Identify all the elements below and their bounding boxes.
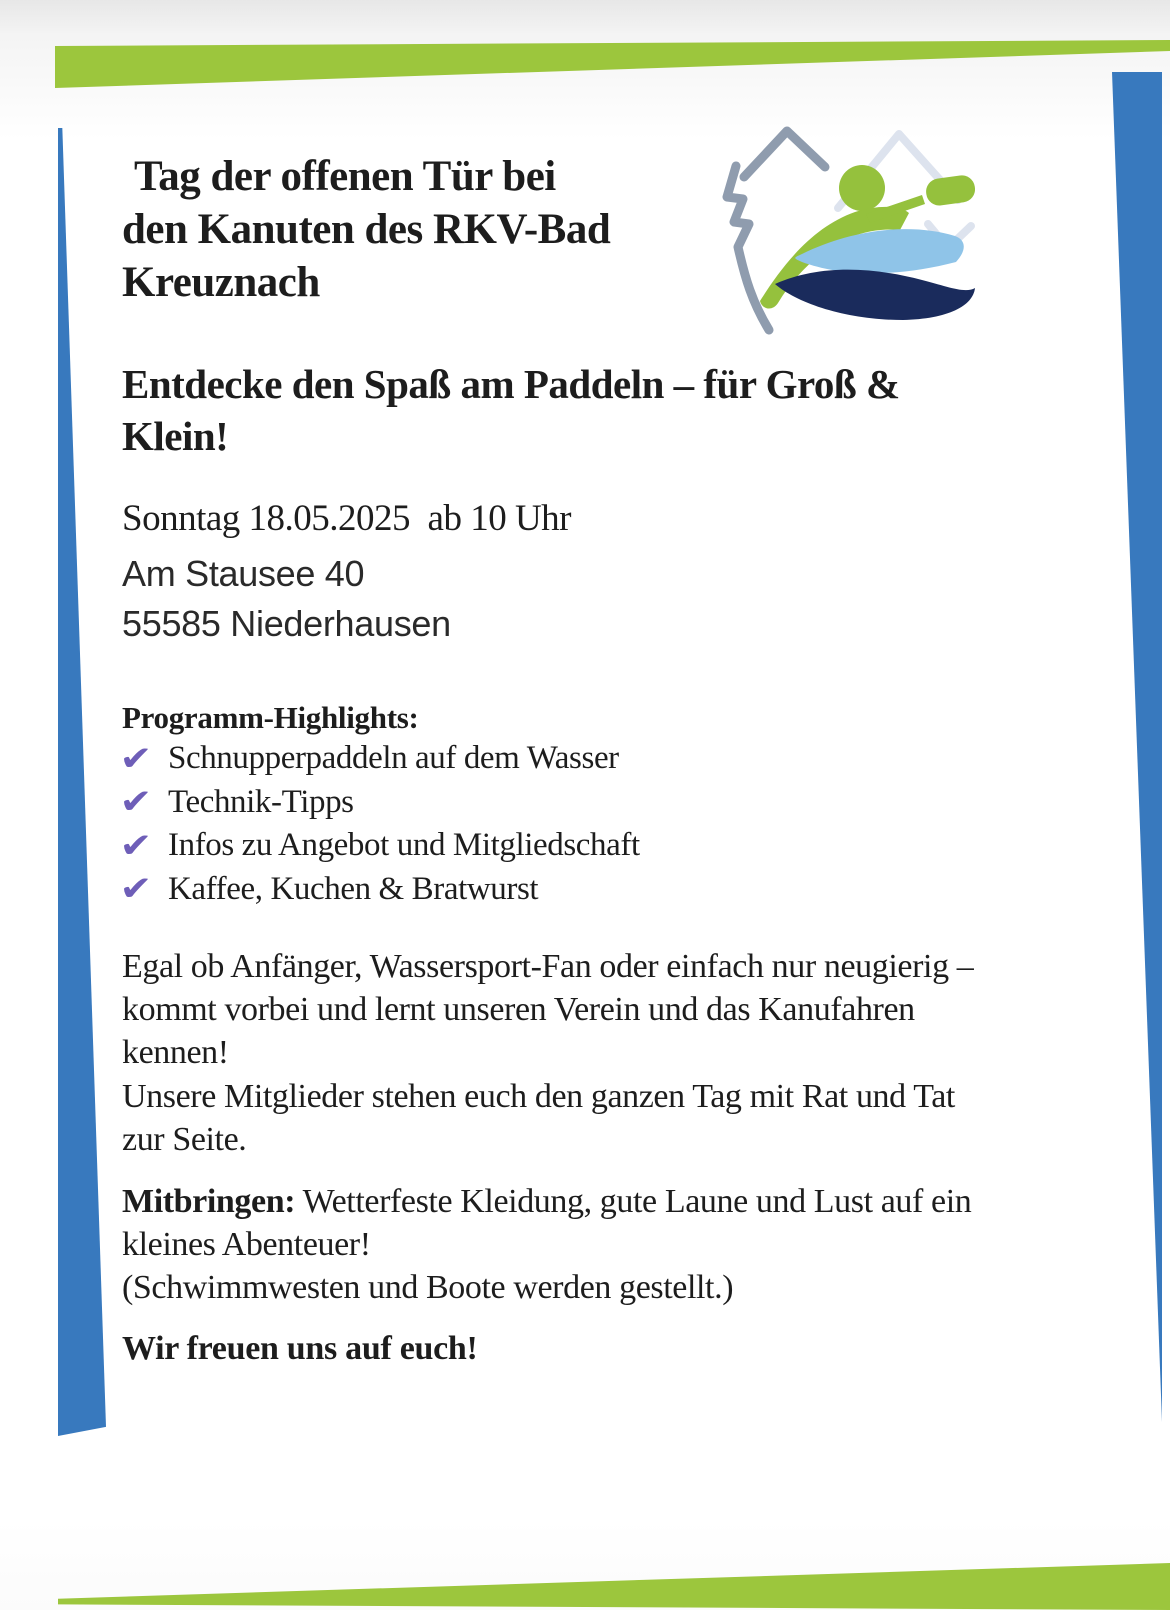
list-item-label: Kaffee, Kuchen & Bratwurst — [168, 870, 539, 907]
bottom-green-band — [58, 1563, 1170, 1610]
right-blue-bar — [1112, 72, 1162, 1422]
check-icon: ✔ — [119, 825, 153, 866]
intro-line: zur Seite. — [122, 1120, 247, 1158]
list-item-label: Technik-Tipps — [168, 783, 354, 820]
list-item — [119, 824, 640, 868]
list-item-label: Schnupperpaddeln auf dem Wasser — [168, 740, 619, 777]
intro-line: Egal ob Anfänger, Wassersport-Fan oder einfach nur neugierig – — [122, 948, 974, 985]
check-icon: ✔ — [119, 782, 153, 823]
check-icon: ✔ — [119, 738, 153, 779]
intro-line: kommt vorbei und lernt unseren Verein und das Kanufahren — [122, 991, 915, 1029]
highlights-list — [119, 737, 640, 911]
navy-wave — [775, 270, 975, 320]
check-icon: ✔ — [119, 869, 153, 910]
bring-paragraph — [122, 1180, 971, 1310]
closing-line: Wir freuen uns auf euch! — [122, 1330, 478, 1367]
paddle-blade — [924, 174, 975, 208]
bring-line: kleines Abenteuer! — [122, 1226, 371, 1264]
title-line: Tag der offenen Tür bei — [134, 153, 556, 200]
bring-text: Wetterfeste Kleidung, gute Laune und Lust auf ein — [295, 1183, 972, 1220]
bring-line: (Schwimmwesten und Boote werden gestellt.) — [122, 1269, 734, 1307]
event-date: Sonntag 18.05.2025 ab 10 Uhr — [122, 498, 571, 539]
intro-line: Unsere Mitglieder stehen euch den ganzen Tag mit Rat und Tat — [122, 1077, 955, 1115]
intro-line: kennen! — [122, 1034, 229, 1072]
list-item — [119, 781, 640, 825]
bring-label: Mitbringen: — [122, 1183, 296, 1220]
subtitle-line: Klein! — [122, 413, 229, 459]
subtitle — [122, 358, 900, 462]
rkv-kanu-club-logo — [690, 106, 975, 338]
highlights-heading: Programm-Highlights: — [122, 700, 419, 735]
list-item — [119, 868, 640, 912]
list-item — [119, 737, 640, 781]
left-blue-bar — [58, 128, 106, 1436]
title-line: Kreuznach — [122, 259, 320, 306]
list-item-label: Infos zu Angebot und Mitgliedschaft — [168, 827, 640, 864]
page-title — [122, 150, 610, 309]
top-green-band — [55, 40, 1170, 90]
title-line: den Kanuten des RKV-Bad — [122, 206, 611, 253]
intro-paragraph — [122, 945, 973, 1161]
address-city: 55585 Niederhausen — [122, 603, 451, 644]
bring-line — [122, 1180, 971, 1223]
address-street: Am Stausee 40 — [122, 553, 365, 594]
event-address — [122, 549, 451, 649]
kayaker-head — [839, 165, 885, 211]
subtitle-line: Entdecke den Spaß am Paddeln – für Groß & — [122, 361, 900, 407]
